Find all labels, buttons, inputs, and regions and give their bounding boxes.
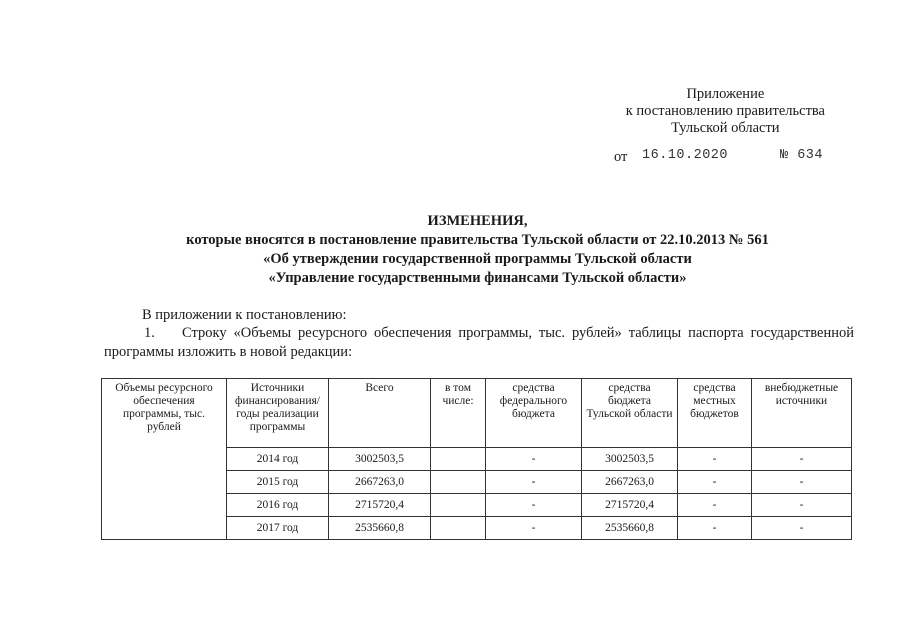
empty-cell [431, 494, 486, 517]
title-line-4: «Управление государственными финансами Тульской области» [268, 270, 687, 286]
empty-cell [431, 448, 486, 471]
item-1-number: 1. [144, 325, 155, 341]
local-cell: - [678, 494, 752, 517]
header-cell: Объемы ресурсного обеспечения программы, тыс. рублей [102, 379, 227, 540]
header-cell: Всего [329, 379, 431, 448]
extra-cell: - [752, 448, 852, 471]
empty-cell [431, 471, 486, 494]
header-cell: Источники финансирования/ годы реализации программы [227, 379, 329, 448]
header-cell: средства местных бюджетов [678, 379, 752, 448]
header-cell: внебюджетные источники [752, 379, 852, 448]
extra-cell: - [752, 494, 852, 517]
total-cell: 2667263,0 [329, 471, 431, 494]
empty-cell [431, 517, 486, 540]
year-cell: 2014 год [227, 448, 329, 471]
federal-cell: - [486, 471, 582, 494]
regional-cell: 2535660,8 [582, 517, 678, 540]
title-line-2: которые вносятся в постановление правительства Тульской области от 22.10.2013 № 561 [186, 232, 769, 248]
federal-cell: - [486, 494, 582, 517]
local-cell: - [678, 471, 752, 494]
federal-cell: - [486, 517, 582, 540]
order-number: № 634 [780, 148, 824, 163]
regional-cell: 2667263,0 [582, 471, 678, 494]
header-cell: средства бюджета Тульской области [582, 379, 678, 448]
intro-text: В приложении к постановлению: [142, 307, 347, 323]
document-title [0, 212, 905, 288]
total-cell: 3002503,5 [329, 448, 431, 471]
year-cell: 2015 год [227, 471, 329, 494]
extra-cell: - [752, 471, 852, 494]
regional-cell: 2715720,4 [582, 494, 678, 517]
table-header-row [102, 379, 852, 448]
appendix-line-1: Приложение [686, 86, 765, 102]
item-1-text: Строку «Объемы ресурсного обеспечения программы, тыс. рублей» таблицы паспорта государственной программы изложить в новой редакции: [104, 325, 854, 360]
appendix-line-3: Тульской области [671, 120, 780, 136]
resource-table [101, 378, 852, 540]
total-cell: 2535660,8 [329, 517, 431, 540]
appendix-header [626, 86, 825, 137]
order-date: 16.10.2020 [642, 148, 729, 163]
title-heading: ИЗМЕНЕНИЯ, [427, 213, 528, 229]
local-cell: - [678, 517, 752, 540]
year-cell: 2017 год [227, 517, 329, 540]
regional-cell: 3002503,5 [582, 448, 678, 471]
order-from-label: от [614, 149, 628, 165]
federal-cell: - [486, 448, 582, 471]
title-line-3: «Об утверждении государственной программы Тульской области [263, 251, 692, 267]
header-cell: средства федерального бюджета [486, 379, 582, 448]
total-cell: 2715720,4 [329, 494, 431, 517]
local-cell: - [678, 448, 752, 471]
appendix-line-2: к постановлению правительства [625, 103, 825, 119]
header-cell: в том числе: [431, 379, 486, 448]
extra-cell: - [752, 517, 852, 540]
year-cell: 2016 год [227, 494, 329, 517]
item-1-paragraph [104, 324, 854, 362]
